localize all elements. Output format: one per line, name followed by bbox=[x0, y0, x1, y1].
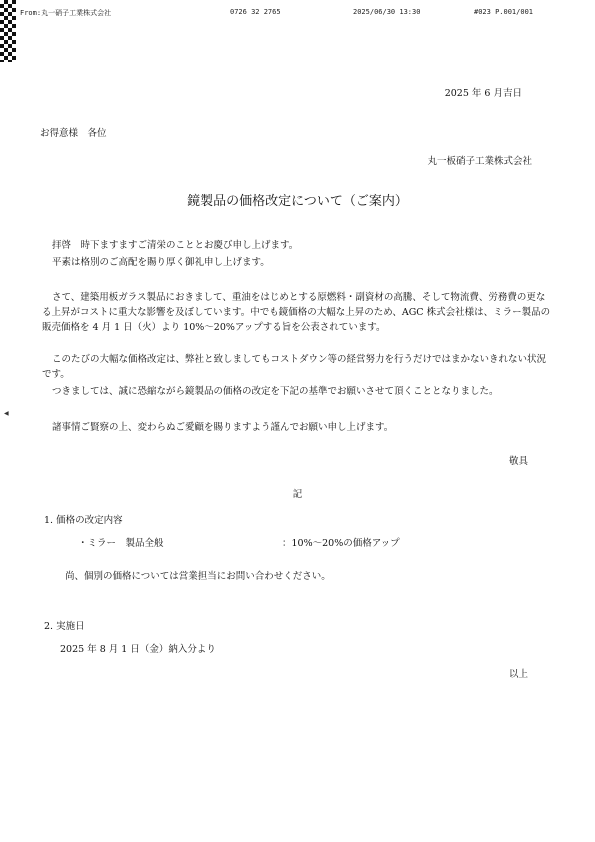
sender-company: 丸一板硝子工業株式会社 bbox=[427, 156, 532, 167]
end-mark: 以上 bbox=[508, 669, 528, 680]
greeting-line-1: 拝啓 時下ますますご清栄のこととお慶び申し上げます。 bbox=[52, 240, 299, 251]
section-2-heading: 2. 実施日 bbox=[44, 621, 85, 632]
recipient: お得意様 各位 bbox=[40, 128, 107, 139]
document-date: 2025 年 6 月吉日 bbox=[444, 88, 522, 99]
price-note: 尚、個別の価格については営業担当にお問い合わせください。 bbox=[65, 571, 331, 582]
price-item-label: ・ミラー 製品全般 bbox=[78, 538, 164, 549]
body-paragraph-4: 諸事情ご賢察の上、変わらぬご愛顧を賜りますよう謹んでお願い申し上げます。 bbox=[52, 422, 394, 433]
body-paragraph-1: さて、建築用板ガラス製品におきまして、重油をはじめとする原燃料・副資材の高騰、そして物流費、労務費の更なる上昇がコストに重大な影響を及ぼしています。中でも鏡価格の大幅な上昇のため、AGC 株式会社様は、ミラー製品の販売価格を 4 月 1 日（火）より 10%～20%アップする旨を公表されています。 bbox=[42, 292, 551, 333]
fax-phone: 0726 32 2765 bbox=[230, 8, 281, 16]
margin-arrow-icon: ◀ bbox=[4, 410, 9, 417]
greeting-line-2: 平素は格別のご高配を賜り厚く御礼申し上げます。 bbox=[52, 257, 270, 268]
document-title: 鏡製品の価格改定について（ご案内） bbox=[187, 194, 408, 209]
section-1-heading: 1. 価格の改定内容 bbox=[44, 515, 123, 526]
body-paragraph-2: このたびの大幅な価格改定は、弊社と致しましてもコストダウン等の経営努力を行うだけではまかないきれない状況です。 bbox=[42, 354, 547, 380]
effective-date: 2025 年 8 月 1 日（金）納入分より bbox=[60, 644, 216, 655]
fax-from: From:丸一硝子工業株式会社 bbox=[20, 9, 112, 17]
ki-heading: 記 bbox=[292, 489, 303, 500]
price-item-value: ：10%～20%の価格アップ bbox=[282, 538, 400, 549]
fax-page: #023 P.001/001 bbox=[474, 8, 534, 16]
fax-header bbox=[0, 8, 595, 20]
closing-keigu: 敬具 bbox=[508, 456, 528, 467]
fax-datetime: 2025/06/30 13:30 bbox=[353, 8, 421, 16]
body-paragraph-3: つきましては、誠に恐縮ながら鏡製品の価格の改定を下記の基準でお願いさせて頂くこととなりました。 bbox=[52, 386, 499, 397]
